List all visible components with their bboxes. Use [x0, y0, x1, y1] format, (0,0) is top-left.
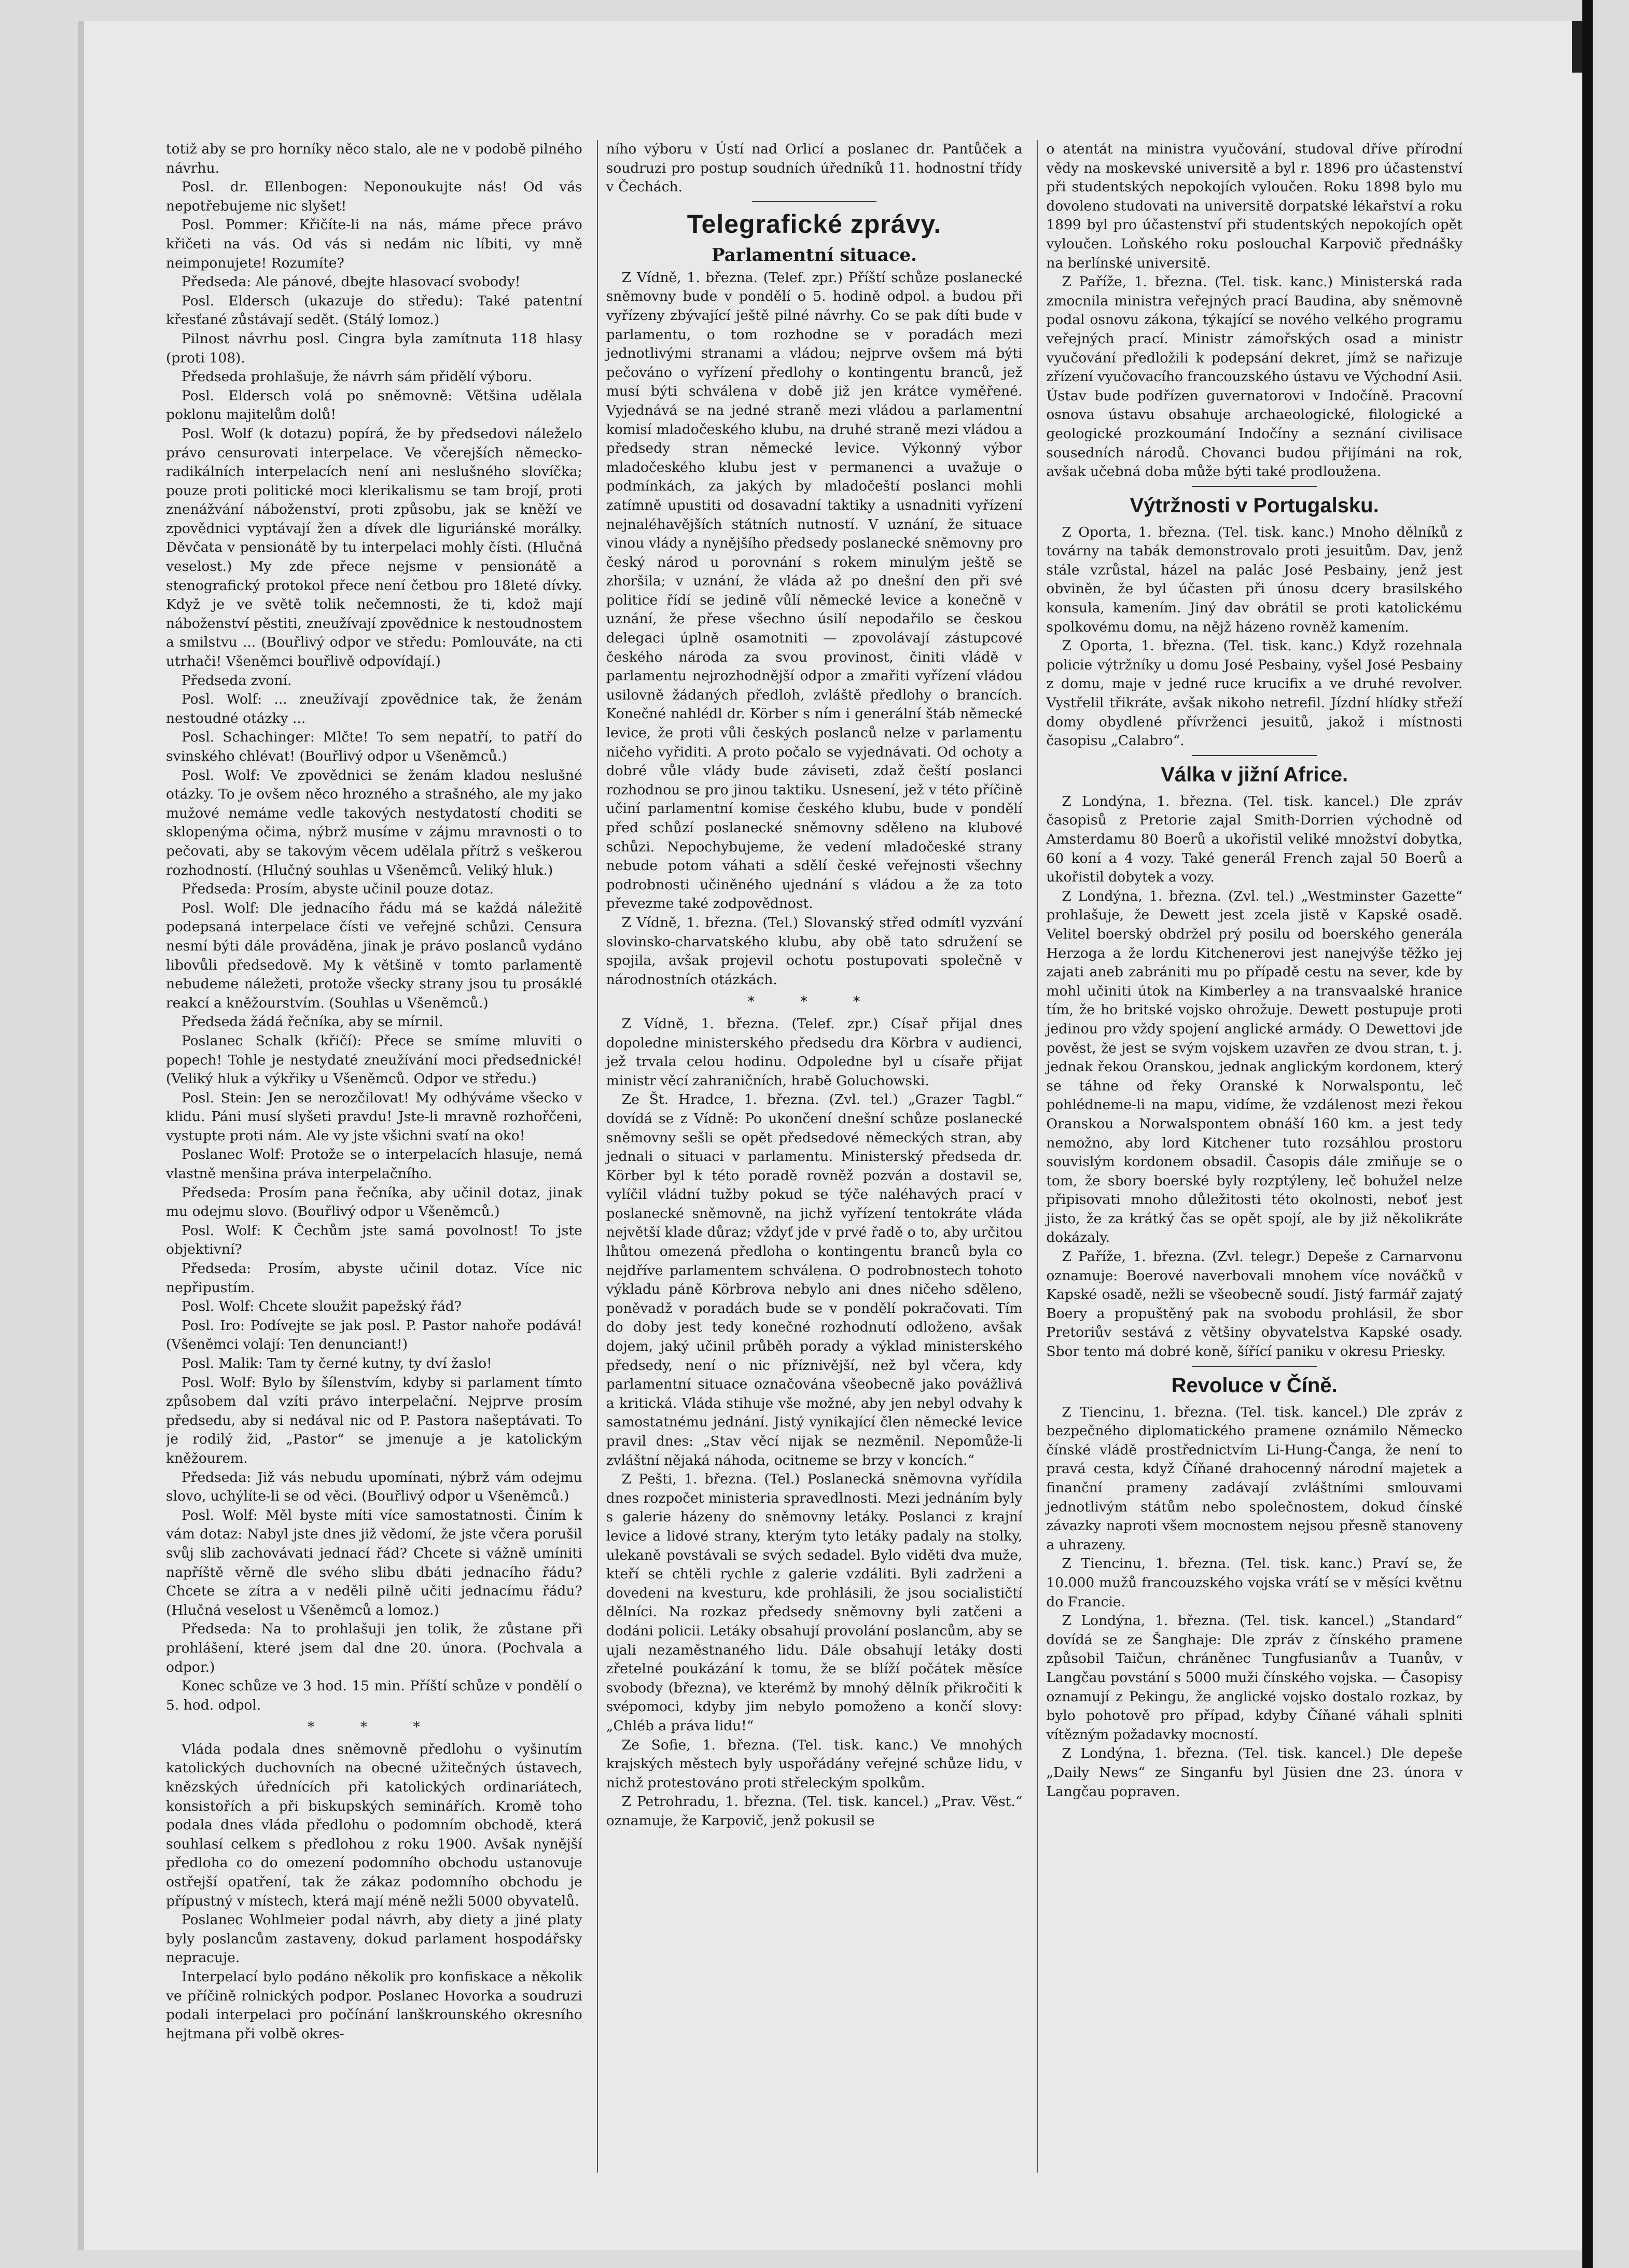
asterism: * * * — [747, 993, 881, 1010]
paragraph: Pilnost návrhu posl. Cingra byla zamítnuta 118 hlasy (proti 108). — [166, 330, 582, 366]
paragraph: Z Vídně, 1. března. (Telef. zpr.) Příští schůze poslanecké sněmovny bude v pondělí o 5. hodině odpol. a budou při vyřízeny zbývající ještě pilné návrhy. Co se pak díti bude v parlamentu, o tom rozhodne se v poradách mezi jednotlivými stranami a vládou; nejprve ovšem má býti pečováno o vyřízení předlohy o kontingentu branců, jež musí býti schválena v době již jen krátce vyměřené. Vyjednává se na jedné straně mezi vládou a parlamentní komisí mladočeského klubu, na druhé straně mezi vládou a předsedy stran německé levice. Výkonný výbor mladočeského klubu jest v permanenci a uvažuje o podmínkách, za jakých by mladočeští poslanci mohli zatímně upustiti od dosavadní taktiky a usnadniti vyřízení nejnaléhavějších státních nutností. V uznání, že situace vinou vlády a nynějšího předsedy poslanecké sněmovny pro český národ u porovnání s rokem minulým ještě se zhoršila; v uznání, že vláda až po dnešní den při své politice řídí se jedině vůlí německé levice a konečně v uznání, že přese všechno úsilí nepodařilo se českou delegaci úplně osamotniti — zpovolávají zástupcové českého národa za svou provinost, činiti vládě v parlamentu nejrozhodnější odpor a zmařiti vyřízení vládou usilovně žádaných předloh, zvláště předlohy o brancích. Konečné nahlédl dr. Körber s ním i generální štáb německé levice, že proti vůli českých poslanců nelze v parlamentu ničeho vyřiditi. A proto počalo se vyjednávati. Od ochoty a dobré vůle vlády bude záviseti, zdaž čeští poslanci rozhodnou se pro jinou taktiku. Usnesení, jež v této příčině učiní parlamentní komise českého klubu, bude v pondělí před schůzí poslanecké sněmovny sděleno na klubové schůzi. Nepochybujeme, že vedení mladočeské strany nebude potom váhati a sdělí české veřejnosti všechny podrobnosti učiněného ujednání s vládou a že za toto převezme také zodpovědnost. — [606, 269, 1023, 912]
paragraph: Z Londýna, 1. března. (Zvl. tel.) „Westminster Gazette“ prohlašuje, že Dewett jest zcela jistě v Kapské osadě. Velitel boerský obdržel prý posilu od boerského generála Herzoga a že lordu Kitchenerovi jest nanejvýše těžko jej zajati aneb zabrániti mu po případě cestu na sever, kde by mohl učiniti útok na Kimberley a na transvaalské hranice tím, že ho britské vojsko ohrožuje. Dewett postupuje proti jedinou pro vždy spojení anglické armády. O Dewettovi jde pověst, že jest se svým vojskem uzavřen ze dvou stran, t. j. jednak řekou Oranskou, jednak anglickým kordonem, který se táhne od řeky Oranské k Norwalspontu, leč pohlédneme-li na mapu, vidíme, že vzdálenost mezi řekou Oranskou a Norwalspontem obnáší 160 km. a jest tedy nemožno, aby lord Kitchener tuto rozsáhlou prostoru souvislým kordonem obsadil. Časopis dále zmiňuje se o tom, že sbory boerské byly rozptýleny, leč bohužel nelze připisovati mnoho důležitosti této okolnosti, neboť jest jisto, že za krátký čas se opět spojí, ale by již několikráte dokázaly. — [1046, 888, 1463, 1246]
paragraph: Posl. Iro: Podívejte se jak posl. P. Pastor nahoře podává! (Všeněmci volají: Ten denunciant!) — [166, 1317, 582, 1353]
section-heading: Telegrafické zprávy. — [687, 209, 942, 239]
paragraph: Ze Št. Hradce, 1. března. (Zvl. tel.) „Grazer Tagbl.“ dovídá se z Vídně: Po ukončení dnešní schůze poslanecké sněmovny sešli se opět předsedové německých stran, aby jednali o situaci v parlamentu. Ministerský předseda dr. Körber byl k této poradě rovněž pozván a dostavil se, vylíčil vládní tužby pokud se týče naléhavých prací v poslanecké sněmovně, na jichž vyřízení tentokráte vláda největší klade důraz; vždyť jde v prvé řadě o to, aby určitou lhůtou omezená předloha o kontingentu branců byla co nejdříve parlamentem schválena. O podrobnostech tohoto výkladu páně Körbrova nebylo ani dnes ničeho sděleno, poněvadž v poradách bude se v pondělí pokračovati. Tím do doby jest tedy konečné rozhodnutí odloženo, avšak dojem, jaký učinil průběh porady a výklad ministerského předsedy, není o nic příznivější, než byl včera, kdy parlamentní situace označována všeobecně jako povážlivá a kritická. Vláda stihuje vše možné, aby jen nebyl odvahy k samostatnému jednání. Jistý vynikající člen německé levice pravil dnes: „Stav věcí nijak se nezměnil. Nepomůže-li zvláštní nějaká náhoda, ocitneme se brzy v koncích.“ — [606, 1091, 1023, 1468]
paragraph: Vláda podala dnes sněmovně předlohu o vyšinutím katolických duchovních na obecné užitečných ústavech, knězských úřednících při katolických ordinariátech, konsistořích a při biskupských seminářích. Kromě toho podala dnes vláda předlohu o podomním obchodě, která souhlasí celkem s předlohou z roku 1900. Avšak nynější předloha co do omezení podomního obchodu ustanovuje ostřejší opatření, tak že zákaz podomního obchodu je přípustný v místech, která mají méně nežli 5000 obyvatelů. — [166, 1741, 582, 1909]
paragraph: Z Paříže, 1. března. (Zvl. telegr.) Depeše z Carnarvonu oznamuje: Boerové naverbovali mnohem více nováčků v Kapské osadě, nežli se všeobecně soudí. Jistý farmář zajatý Boery a propuštěný pak na svobodu prohlásil, že sbor Pretoriův sestává z většiny obyvatelstva Kapské osady. Sbor tento má dobré koně, šířící paniku v okresu Priesky. — [1046, 1249, 1463, 1360]
section-divider — [752, 201, 877, 202]
paragraph: Z Londýna, 1. března. (Tel. tisk. kancel.) Dle depeše „Daily News“ ze Singanfu byl Jüsien dne 23. února v Langčau popraven. — [1046, 1745, 1463, 1800]
paragraph: Předseda: Prosím pana řečníka, aby učinil dotaz, jinak mu odejmu slovo. (Bouřlivý odpor u Všeněmců.) — [166, 1184, 582, 1220]
paragraph: Předseda: Již vás nebudu upomínati, nýbrž vám odejmu slovo, uchýlíte-li se od věci. (Bouřlivý odpor u Všeněmců.) — [166, 1469, 582, 1505]
paragraph: Interpelací bylo podáno několik pro konfiskace a několik ve příčině rolnických podpor. Poslanec Hovorka a soudruzi podali interpelaci pro počínání lanškrounského okresního hejtmana při volbě okres- — [166, 1969, 582, 2042]
paragraph: Posl. dr. Ellenbogen: Neponoukujte nás! Od vás nepotřebujeme nic slyšet! — [166, 179, 582, 214]
paragraph: Předseda: Prosím, abyste učinil pouze dotaz. — [182, 881, 494, 898]
section-divider — [1192, 486, 1317, 487]
column-right — [1037, 140, 1463, 2173]
paragraph: Posl. Malik: Tam ty černé kutny, ty dví žaslo! — [182, 1355, 492, 1371]
column-left — [166, 140, 582, 2173]
paragraph: ního výboru v Ústí nad Orlicí a poslanec dr. Pantůček a soudruzi pro postup soudních úředníků 11. hodnostní třídy v Čechách. — [606, 141, 1023, 195]
paragraph: Z Londýna, 1. března. (Tel. tisk. kancel.) „Standard“ dovídá se ze Šanghaje: Dle zpráv z čínského pramene způsobil Taičun, chráněnec Tungfusianův a Tuanův, v Langčau povstání s 5000 muži čínského vojska. — Časopisy oznamují z Pekingu, že anglické vojsko dostalo rozkaz, by bylo pohotově pro případ, kdyby Číňané váhali splniti vítězným požadavky mocností. — [1046, 1613, 1463, 1743]
paragraph: Z Vídně, 1. března. (Telef. zpr.) Císař přijal dnes dopoledne ministerského předsedu dra Körbra v audienci, jež trvala celou hodinu. Odpoledne byl u císaře přijat ministr věcí zahraničních, hrabě Goluchowski. — [606, 1015, 1023, 1089]
paragraph: Posl. Wolf: Měl byste míti více samostatnosti. Činím k vám dotaz: Nabyl jste dnes již vědomí, že jste včera porušil svůj slib zachovávati jednací řád? Chcete si vážně umíniti napříště věrně dle svého slibu dbáti jednacího řádu? Chcete se zítra a v neděli pilně učiti jednacímu řádu? (Hlučná veselost u Všeněmců a lomoz.) — [166, 1507, 582, 1618]
paragraph: Poslanec Wohlmeier podal návrh, aby diety a jiné platy byly poslancům zastaveny, dokud parlament hospodářsky nepracuje. — [166, 1912, 582, 1966]
paragraph: Z Paříže, 1. března. (Tel. tisk. kanc.) Ministerská rada zmocnila ministra veřejných prací Baudina, aby sněmovně podal osnovu zákona, týkající se nového velkého programu veřejných prací. Ministr zámořských osad a ministr vyučování předložili k podepsání dekret, jímž se nařizuje zřízení vyučovacího francouzského ústavu ve Východní Asii. Ústav bude podřízen guvernatorovi v Indočíně. Pracovní osnova ústavu obsahuje archaeologické, filologické a geologické prozkoumání Indočíny a seznání civilisace sousedních národů. Chovanci budou přijímáni na rok, avšak učebná doba může býti také prodloužena. — [1046, 274, 1463, 480]
asterism: * * * — [308, 1719, 441, 1735]
article-columns — [166, 140, 1463, 2173]
paragraph: Posl. Wolf: Dle jednacího řádu má se každá náležitě podepsaná interpelace čísti ve veřejné schůzi. Censura nesmí býti dále prováděna, jinak je právo poslanců vydáno libovůli předsedově. My k většině v tomto parlamentě nebudeme náležeti, protože všecky strany jsou tu prosáklé reakcí a kněžourstvím. (Souhlas u Všeněmců.) — [166, 900, 582, 1011]
paragraph: Posl. Wolf: K Čechům jste samá povolnost! To jste objektivní? — [166, 1222, 582, 1258]
paragraph: Předseda: Ale pánové, dbejte hlasovací svobody! — [182, 274, 521, 290]
paragraph: Posl. Stein: Jen se nerozčilovat! My odhýváme všecko v klidu. Páni musí slyšeti pravdu! Jste-li mravně rozhořčeni, vystupte proti nám. Ale vy jste všichni svatí na oko! — [166, 1089, 582, 1144]
paragraph: Posl. Pommer: Křičíte-li na nás, máme přece právo křičeti na vás. Od vás si nedám nic líbiti, vy mně neimponujete! Rozumíte? — [166, 217, 582, 271]
paragraph: Z Tiencinu, 1. března. (Tel. tisk. kanc.) Praví se, že 10.000 mužů francouzského vojska vrátí se v měsíci květnu do Francie. — [1046, 1556, 1463, 1610]
paragraph: Z Petrohradu, 1. března. (Tel. tisk. kancel.) „Prav. Věst.“ oznamuje, že Karpovič, jenž pokusil se — [606, 1794, 1023, 1829]
paragraph: Předseda zvoní. — [182, 672, 292, 689]
paragraph: Ze Sofie, 1. března. (Tel. tisk. kanc.) Ve mnohých krajských městech byly uspořádány veřejné schůze lidu, v nichž protestováno proti střeleckým spolkům. — [606, 1737, 1023, 1791]
paragraph: Z Vídně, 1. března. (Tel.) Slovanský střed odmítl vyzvání slovinsko-charvatského klubu, aby obě tato sdružení se spojila, avšak projevil ochotu postupovati společně v národnostních otázkách. — [606, 914, 1023, 988]
paragraph: Posl. Wolf: ... zneužívají zpovědnice tak, že ženám nestoudné otázky ... — [166, 691, 582, 726]
page-shadow — [78, 21, 84, 2250]
paragraph: Poslanec Wolf: Protože se o interpelacích hlasuje, nemá vlastně menšina práva interpelačního. — [166, 1146, 582, 1182]
paragraph: Z Oporta, 1. března. (Tel. tisk. kanc.) Mnoho dělníků z továrny na tabák demonstrovalo proti jesuitům. Dav, jenž stále vzrůstal, házel na palác José Pesbainy, jenž jest obviněn, že byl účasten při únosu dcery brasilského konsula, kamením. Jiný dav obrátil se proti katolickému spolkovému domu, na nějž házeno rovněž kamením. — [1046, 524, 1463, 635]
article-heading: Výtržnosti v Portugalsku. — [1130, 494, 1379, 517]
section-divider — [1192, 1366, 1317, 1367]
column-middle — [597, 140, 1023, 2173]
paragraph: Posl. Wolf: Chcete sloužit papežský řád? — [182, 1298, 462, 1315]
article-heading: Válka v jižní Africe. — [1161, 763, 1348, 786]
paragraph: Z Tiencinu, 1. března. (Tel. tisk. kancel.) Dle zpráv z bezpečného diplomatického pramene oznámilo Německo čínské vládě prostřednictvím Li-Hung-Čanga, že není to pravá cesta, když Číňané drahocenný národní majetek a finanční prameny zadávají zvláštními smlouvami jednotlivým státům nebo společnostem, dokud čínské závazky naproti všem mocnostem nejsou přesně stanoveny a uhrazeny. — [1046, 1404, 1463, 1553]
paragraph: Z Londýna, 1. března. (Tel. tisk. kancel.) Dle zpráv časopisů z Pretorie zajal Smith-Dorrien východně od Amsterdamu 80 Boerů a ukořistil veliké množství dobytka, 60 koní a 4 vozy. Také generál French zajal 50 Boerů a ukořistil dobytek a vozy. — [1046, 793, 1463, 886]
paragraph: Předseda: Na to prohlašuji jen tolik, že zůstane při prohlášení, které jsem dal dne 20. února. (Pochvala a odpor.) — [166, 1621, 582, 1675]
paragraph: Posl. Eldersch volá po sněmovně: Většina udělala poklonu majitelům dolů! — [166, 387, 582, 423]
paragraph: Poslanec Schalk (křičí): Přece se smíme mluviti o popech! Tohle je nestydaté zneužívání moci předsednické! (Veliký hluk a výkřiky u Všeněmců. Odpor ve středu.) — [166, 1032, 582, 1087]
paragraph: Předseda žádá řečníka, aby se mírnil. — [182, 1014, 443, 1030]
paragraph: Posl. Schachinger: Mlčte! To sem nepatří, to patří do svinského chlévat! (Bouřlivý odpor u Všeněmců.) — [166, 729, 582, 764]
paragraph: Posl. Wolf: Ve zpovědnici se ženám kladou neslušné otázky. To je ovšem něco hrozného a strašného, ale my jako mužové nemáme vedle takových nestydatostí choditi se sklopenýma očima, nýbrž musíme v zájmu mravnosti o to pečovati, aby se takovým věcem udělala přítrž s veškerou rozhodností. (Hlučný souhlas u Všeněmců. Veliký hluk.) — [166, 767, 582, 878]
article-heading: Revoluce v Číně. — [1171, 1374, 1338, 1397]
paragraph: Předseda prohlašuje, že návrh sám přidělí výboru. — [182, 369, 533, 385]
section-divider — [1192, 755, 1317, 756]
scan-edge — [1582, 0, 1593, 2268]
article-subheading: Parlamentní situace. — [712, 244, 917, 265]
paragraph: Konec schůze ve 3 hod. 15 min. Příští schůze v pondělí o 5. hod. odpol. — [166, 1678, 582, 1713]
paragraph: Předseda: Prosím, abyste učinil dotaz. Více nic nepřipustím. — [166, 1261, 582, 1296]
paragraph: Z Oporta, 1. března. (Tel. tisk. kanc.) Když rozehnala policie výtržníky u domu José Pesbainy, vyšel José Pesbainy z domu, maje v jedné ruce krucifix a ve druhé revolver. Vystřelil třikráte, avšak nikoho netrefil. Jízdní hlídky střeží domy obydlené přívrženci jesuitů, jakož i místnosti časopisu „Calabro“. — [1046, 638, 1463, 749]
paragraph: Posl. Wolf (k dotazu) popírá, že by předsedovi náleželo právo censurovati interpelace. Ve včerejších německo-radikálních interpelacích není ani neslušného slovíčka; pouze proti politické moci klerikalismu se tam brojí, proti znenážvání náboženství, proti způsobu, jak se kněží ve zpovědnici vyptávají žen a dívek dle liguriánské morálky. Děvčata v pensionátě by tu interpelaci mohly čísti. (Hlučná veselost.) My zde přece nejsme v pensionátě a stenografický protokol přece není četbou pro 18leté dívky. Když je ve světě tolik nečemnosti, že ti, kdož mají náboženství pěstiti, zneužívají zpovědnice k nestoudnostem a smilstvu ... (Bouřlivý odpor ve středu: Pomlouváte, na cti utrhači! Všeněmci bouřlivě odpovídají.) — [166, 425, 582, 670]
paragraph: totiž aby se pro horníky něco stalo, ale ne v podobě pilného návrhu. — [166, 141, 582, 176]
paragraph: Posl. Wolf: Bylo by šílenstvím, kdyby si parlament tímto způsobem dal vzíti právo interpelační. Nejprve prosím předsedu, aby si nedával nic od P. Pastora našeptávati. To je rodilý žid, „Pastor“ se jmenuje a je katolickým kněžourem. — [166, 1374, 582, 1466]
paragraph: Posl. Eldersch (ukazuje do středu): Také patentní křesťané zůstávají sedět. (Stálý lomoz.) — [166, 292, 582, 328]
paragraph: Z Pešti, 1. března. (Tel.) Poslanecká sněmovna vyřídila dnes rozpočet ministeria spravedlnosti. Mezi jednáním byly s galerie házeny do sněmovny letáky. Poslanci z krajní levice a lidové strany, kterým tyto letáky padaly na stolky, ulekaně povstávali se svých sedadel. Bylo viděti dva muže, kteří se chtěli rychle z galerie vzdáliti. Byli zadrženi a dovedeni na kvesturu, kde prohlásili, že jsou socialističtí dělníci. Na rozkaz předsedy sněmovny byli zatčeni a dodáni policii. Letáky obsahují provolání poslancům, aby se ujali nezaměstnaného lidu. Dále obsahují letáky dosti zřetelné poukázání k tomu, že se blíží počátek měsíce svobody (března), ve kterémž by mnohý dělník přikročiti k svépomoci, kdyby jim nebylo pomoženo a končí slovy: „Chléb a práva lidu!“ — [606, 1471, 1023, 1734]
paragraph: o atentát na ministra vyučování, studoval dříve přírodní vědy na moskevské universitě a byl r. 1896 pro účastenství při studentských nepokojích vyloučen. Roku 1898 bylo mu dovoleno studovati na universitě dorpatské lékařství a roku 1899 byl pro účastenství při studentských nepokojích opět vyloučen. Loňského roku poslouchal Karpovič přednášky na berlínské universitě. — [1046, 141, 1463, 271]
